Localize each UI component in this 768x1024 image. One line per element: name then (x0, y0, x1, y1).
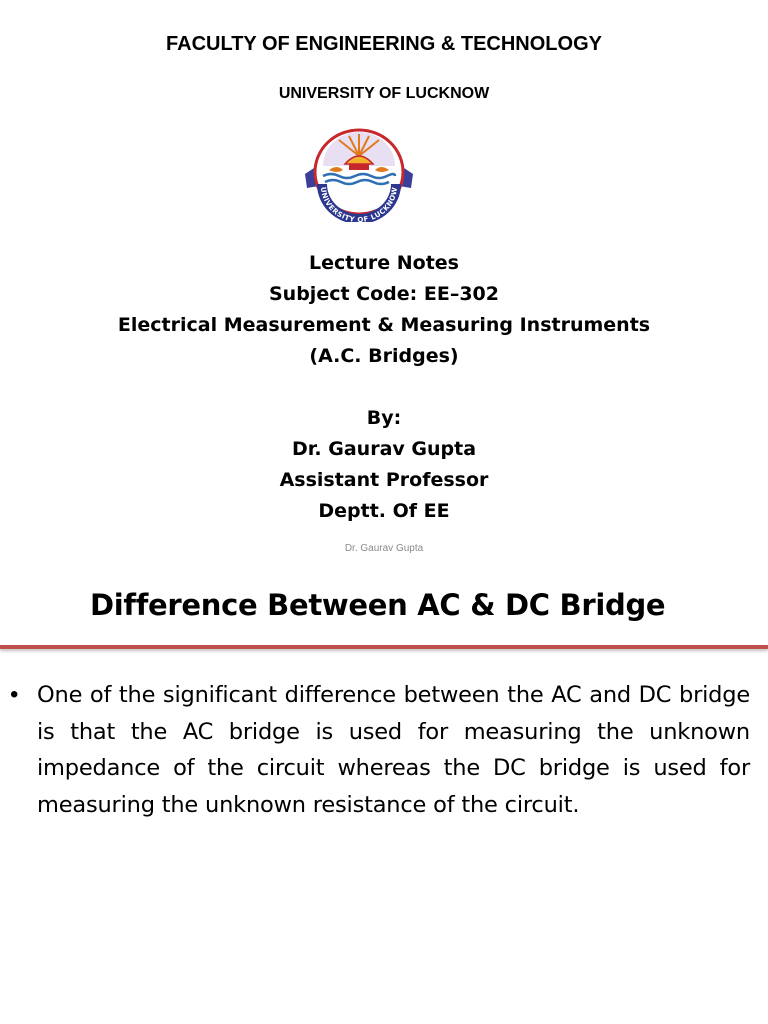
bullet-icon: • (10, 681, 19, 708)
author-designation: Assistant Professor (279, 469, 489, 491)
subject-code: Subject Code: EE–302 (269, 283, 499, 305)
university-heading: UNIVERSITY OF LUCKNOW (278, 85, 490, 102)
author-department: Deptt. Of EE (318, 500, 450, 522)
topic: (A.C. Bridges) (309, 345, 459, 367)
seal-text: UNIVERSITY OF LUCKNOW (318, 186, 400, 222)
subject-name: Electrical Measurement & Measuring Instruments (117, 314, 651, 336)
university-seal-icon (299, 126, 419, 222)
content-slide (0, 580, 768, 1024)
lecture-notes-label: Lecture Notes (309, 252, 459, 274)
author-name: Dr. Gaurav Gupta (291, 438, 477, 460)
bullet-text: One of the significant difference between the AC and DC bridge is that the AC bridge is used for measuring the unknown impedance of the circuit whereas the DC bridge is used for measuring the unknown resistance of the circuit. (37, 682, 750, 818)
slide-footer: Dr. Gaurav Gupta (344, 543, 424, 554)
title-divider (0, 645, 768, 649)
bullet-item (10, 677, 750, 823)
by-label: By: (366, 407, 402, 429)
slide-title: Difference Between AC & DC Bridge (90, 588, 666, 622)
lecture-info (0, 248, 768, 527)
faculty-heading: FACULTY OF ENGINEERING & TECHNOLOGY (166, 33, 602, 55)
spacer (0, 372, 768, 403)
